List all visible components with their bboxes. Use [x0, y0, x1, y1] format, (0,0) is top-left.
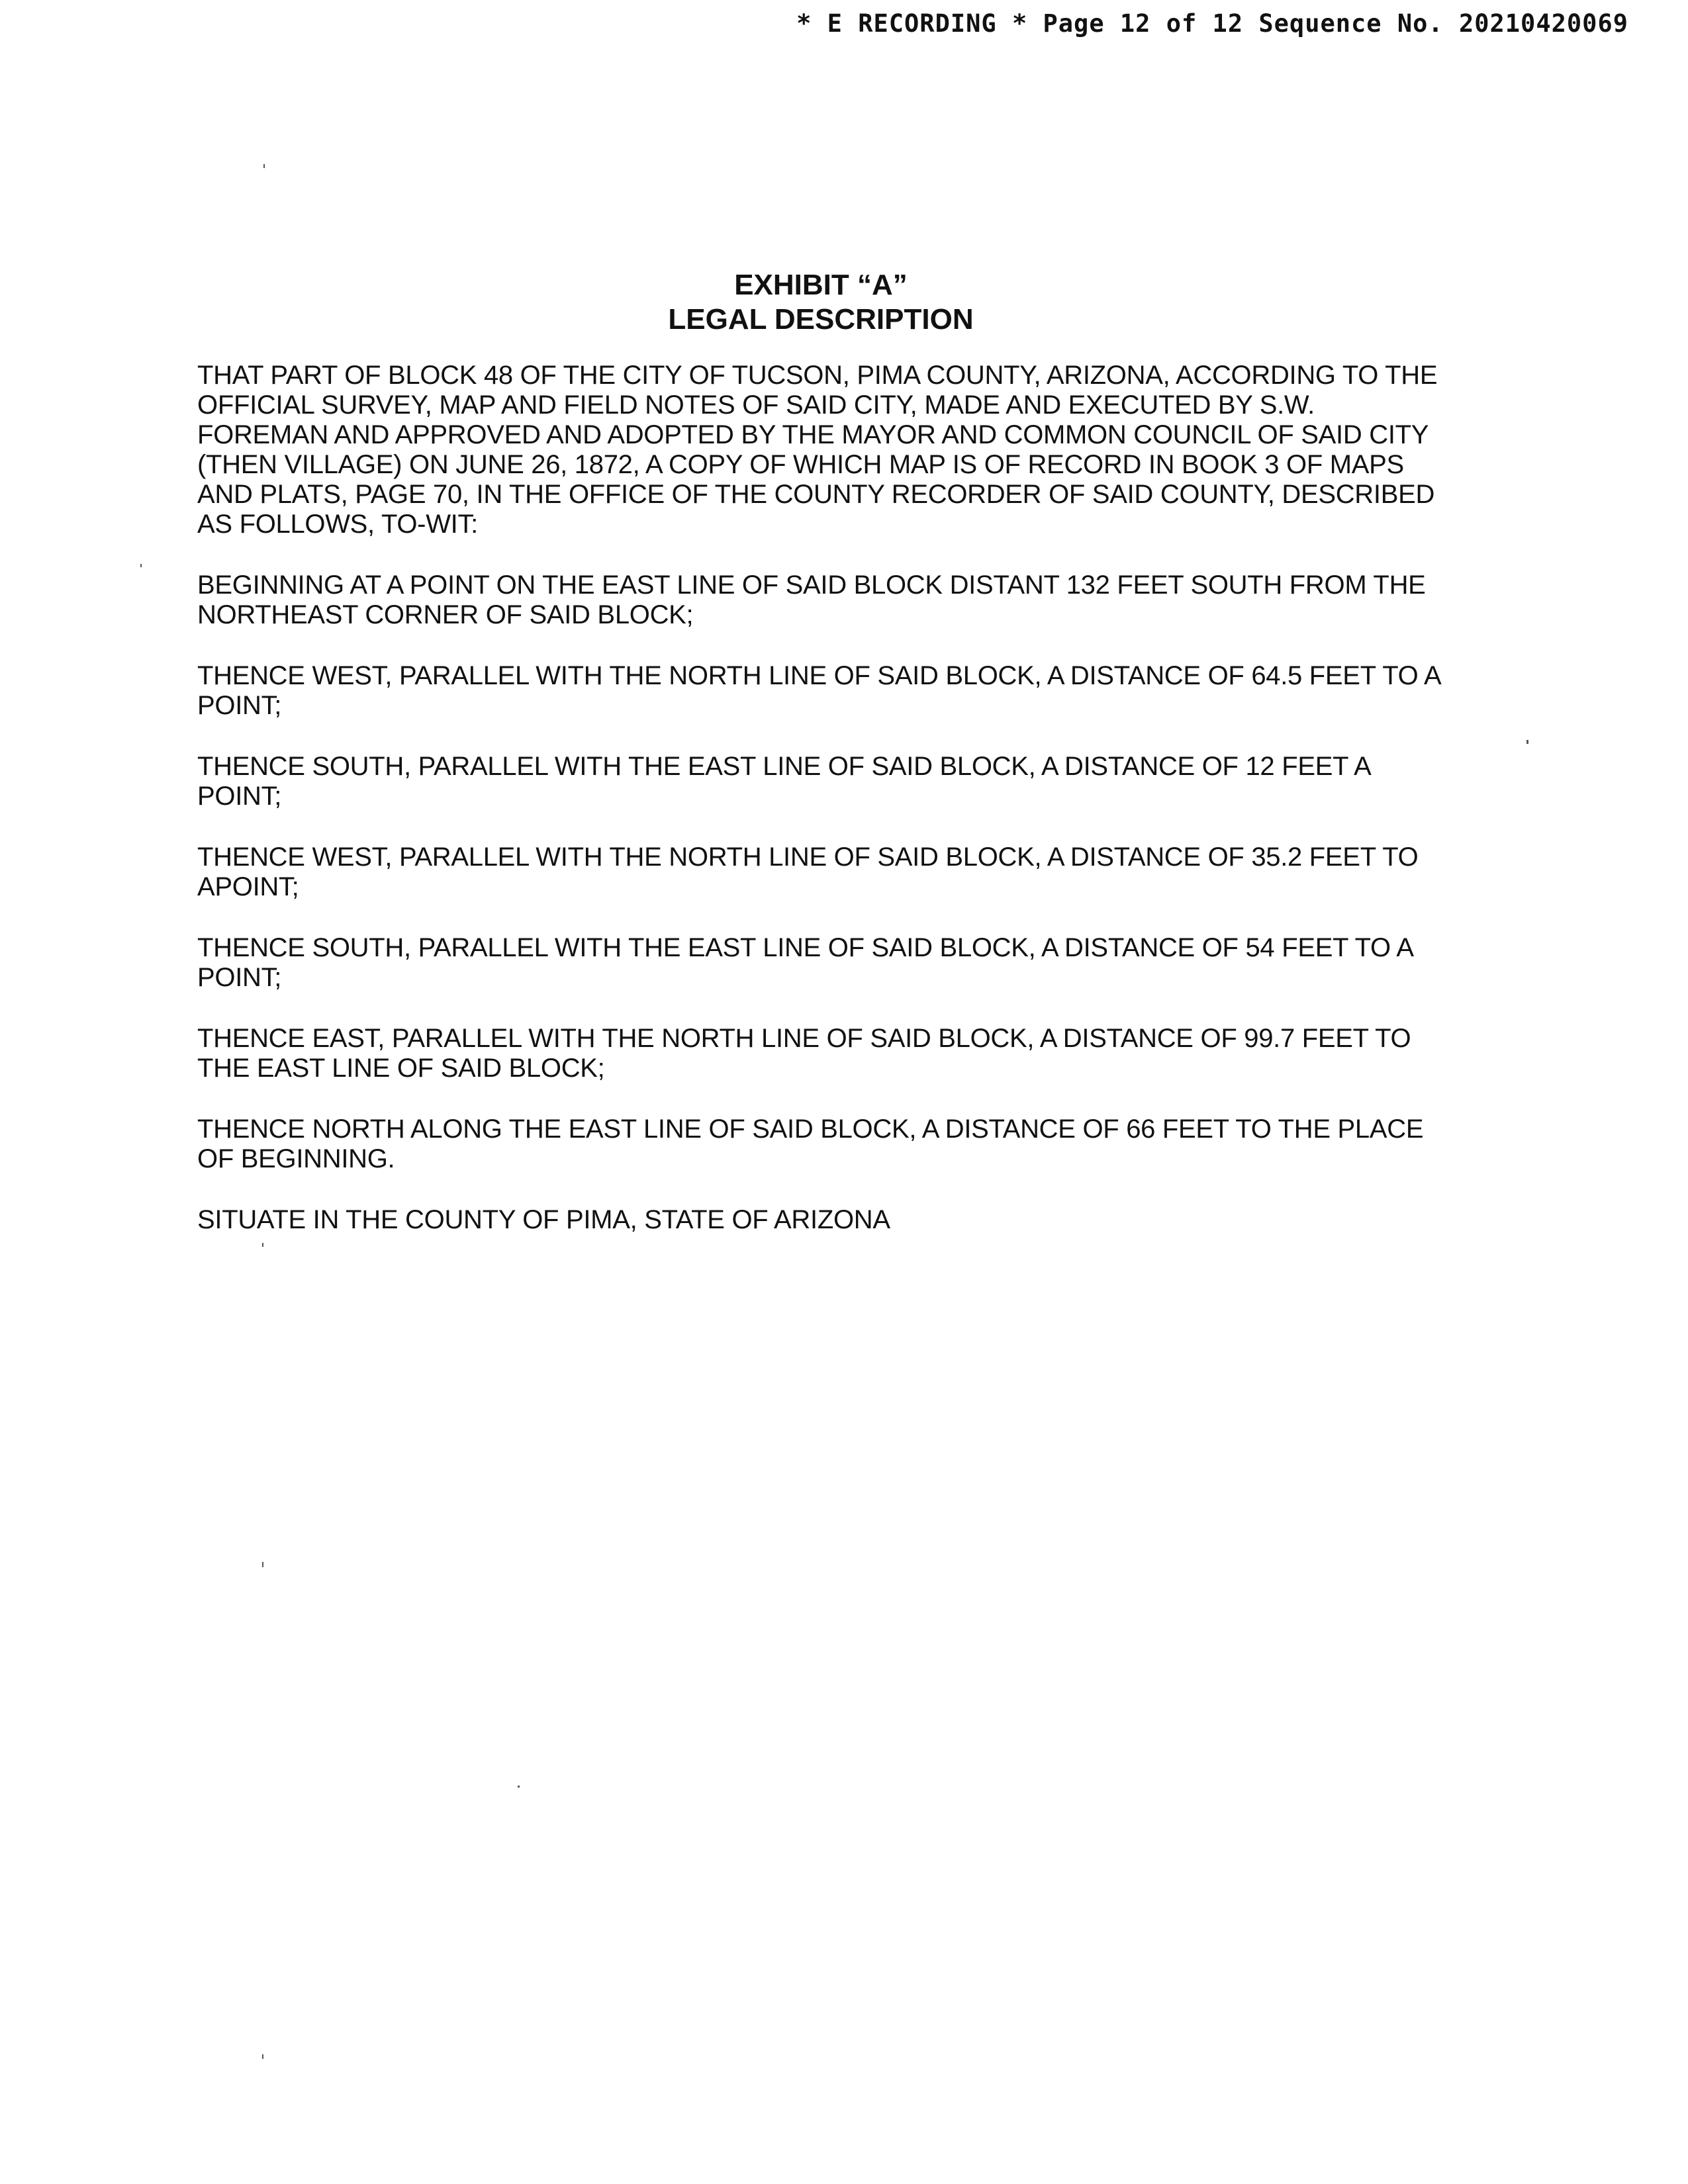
scan-speck — [1526, 740, 1528, 744]
paragraph-beginning: BEGINNING AT A POINT ON THE EAST LINE OF SAID BLOCK DISTANT 132 FEET SOUTH FROM THE NORTHEAST CORNER OF SAID BLOCK; — [197, 570, 1426, 629]
paragraph-thence-east: THENCE EAST, PARALLEL WITH THE NORTH LINE OF SAID BLOCK, A DISTANCE OF 99.7 FEET TO THE EAST LINE OF SAID BLOCK; — [197, 1024, 1411, 1083]
exhibit-heading — [0, 268, 1642, 337]
paragraph-situate: SITUATE IN THE COUNTY OF PIMA, STATE OF ARIZONA — [197, 1205, 890, 1234]
paragraph-thence-north: THENCE NORTH ALONG THE EAST LINE OF SAID BLOCK, A DISTANCE OF 66 FEET TO THE PLACE OF BEGINNING. — [197, 1115, 1424, 1173]
paragraph-thence-west-1: THENCE WEST, PARALLEL WITH THE NORTH LINE OF SAID BLOCK, A DISTANCE OF 64.5 FEET TO A POINT; — [197, 661, 1440, 720]
recording-stamp: * E RECORDING * Page 12 of 12 Sequence No. 20210420069 — [796, 9, 1628, 38]
paragraph-thence-south-1: THENCE SOUTH, PARALLEL WITH THE EAST LINE OF SAID BLOCK, A DISTANCE OF 12 FEET A POINT; — [197, 752, 1370, 811]
scan-speck — [263, 164, 265, 168]
scan-speck — [518, 1786, 520, 1788]
exhibit-title: EXHIBIT “A” — [734, 269, 908, 301]
paragraph-intro: THAT PART OF BLOCK 48 OF THE CITY OF TUCSON, PIMA COUNTY, ARIZONA, ACCORDING TO THE OFFICIAL SURVEY, MAP AND FIELD NOTES OF SAID CITY, MADE AND EXECUTED BY S.W. FOREMAN AND APPROVED AND ADOPTED BY THE MAYOR AND COMMON COUNCIL OF SAID CITY (THEN VILLAGE) ON JUNE 26, 1872, A COPY OF WHICH MAP IS OF RECORD IN BOOK 3 OF MAPS AND PLATS, PAGE 70, IN THE OFFICE OF THE COUNTY RECORDER OF SAID COUNTY, DESCRIBED AS FOLLOWS, TO-WIT: — [197, 361, 1438, 539]
exhibit-subtitle: LEGAL DESCRIPTION — [668, 303, 974, 336]
paragraph-thence-south-2: THENCE SOUTH, PARALLEL WITH THE EAST LINE OF SAID BLOCK, A DISTANCE OF 54 FEET TO A POINT; — [197, 933, 1413, 992]
legal-description-body — [197, 361, 1442, 1266]
scan-speck — [262, 1243, 263, 1247]
paragraph-thence-west-2: THENCE WEST, PARALLEL WITH THE NORTH LINE OF SAID BLOCK, A DISTANCE OF 35.2 FEET TO APOINT; — [197, 842, 1419, 901]
scan-speck — [262, 1562, 263, 1567]
scan-speck — [262, 2054, 263, 2059]
scan-speck — [140, 564, 142, 567]
